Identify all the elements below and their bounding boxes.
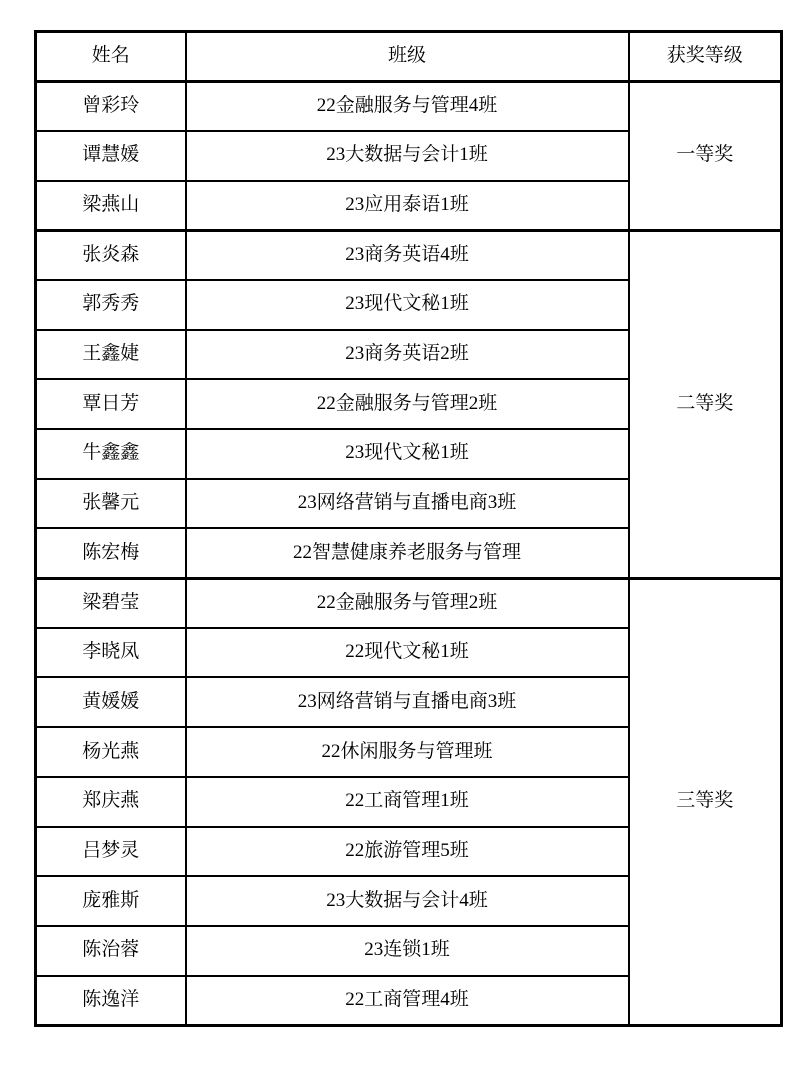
class-cell: 23网络营销与直播电商3班: [186, 677, 629, 727]
name-cell: 梁燕山: [36, 181, 186, 231]
name-cell: 郑庆燕: [36, 777, 186, 827]
name-cell: 谭慧媛: [36, 131, 186, 181]
class-cell: 22现代文秘1班: [186, 628, 629, 678]
class-cell: 23大数据与会计1班: [186, 131, 629, 181]
header-row: [36, 32, 782, 82]
name-cell: 张炎森: [36, 230, 186, 280]
class-cell: 22休闲服务与管理班: [186, 727, 629, 777]
class-cell: 23现代文秘1班: [186, 280, 629, 330]
class-cell: 23应用泰语1班: [186, 181, 629, 231]
class-cell: 23大数据与会计4班: [186, 876, 629, 926]
award-level-cell: 二等奖: [629, 230, 782, 578]
table-row: [36, 230, 782, 280]
class-cell: 22金融服务与管理2班: [186, 379, 629, 429]
table-row: [36, 81, 782, 131]
name-cell: 吕梦灵: [36, 827, 186, 877]
table-row: [36, 578, 782, 628]
class-cell: 22工商管理4班: [186, 976, 629, 1026]
name-cell: 黄媛媛: [36, 677, 186, 727]
name-cell: 覃日芳: [36, 379, 186, 429]
class-cell: 22金融服务与管理4班: [186, 81, 629, 131]
award-level-cell: 一等奖: [629, 81, 782, 230]
class-cell: 22金融服务与管理2班: [186, 578, 629, 628]
name-cell: 梁碧莹: [36, 578, 186, 628]
class-cell: 23商务英语2班: [186, 330, 629, 380]
class-cell: 23连锁1班: [186, 926, 629, 976]
class-cell: 23现代文秘1班: [186, 429, 629, 479]
name-cell: 李晓凤: [36, 628, 186, 678]
award-column-header: 获奖等级: [629, 32, 782, 82]
class-cell: 22工商管理1班: [186, 777, 629, 827]
award-level-cell: 三等奖: [629, 578, 782, 1025]
class-cell: 23商务英语4班: [186, 230, 629, 280]
name-column-header: 姓名: [36, 32, 186, 82]
name-cell: 杨光燕: [36, 727, 186, 777]
name-cell: 曾彩玲: [36, 81, 186, 131]
name-cell: 陈宏梅: [36, 528, 186, 578]
class-cell: 22旅游管理5班: [186, 827, 629, 877]
name-cell: 郭秀秀: [36, 280, 186, 330]
awards-table: [34, 30, 783, 1027]
name-cell: 牛鑫鑫: [36, 429, 186, 479]
name-cell: 王鑫婕: [36, 330, 186, 380]
name-cell: 张馨元: [36, 479, 186, 529]
class-cell: 22智慧健康养老服务与管理: [186, 528, 629, 578]
name-cell: 庞雅斯: [36, 876, 186, 926]
name-cell: 陈逸洋: [36, 976, 186, 1026]
name-cell: 陈治蓉: [36, 926, 186, 976]
class-cell: 23网络营销与直播电商3班: [186, 479, 629, 529]
class-column-header: 班级: [186, 32, 629, 82]
